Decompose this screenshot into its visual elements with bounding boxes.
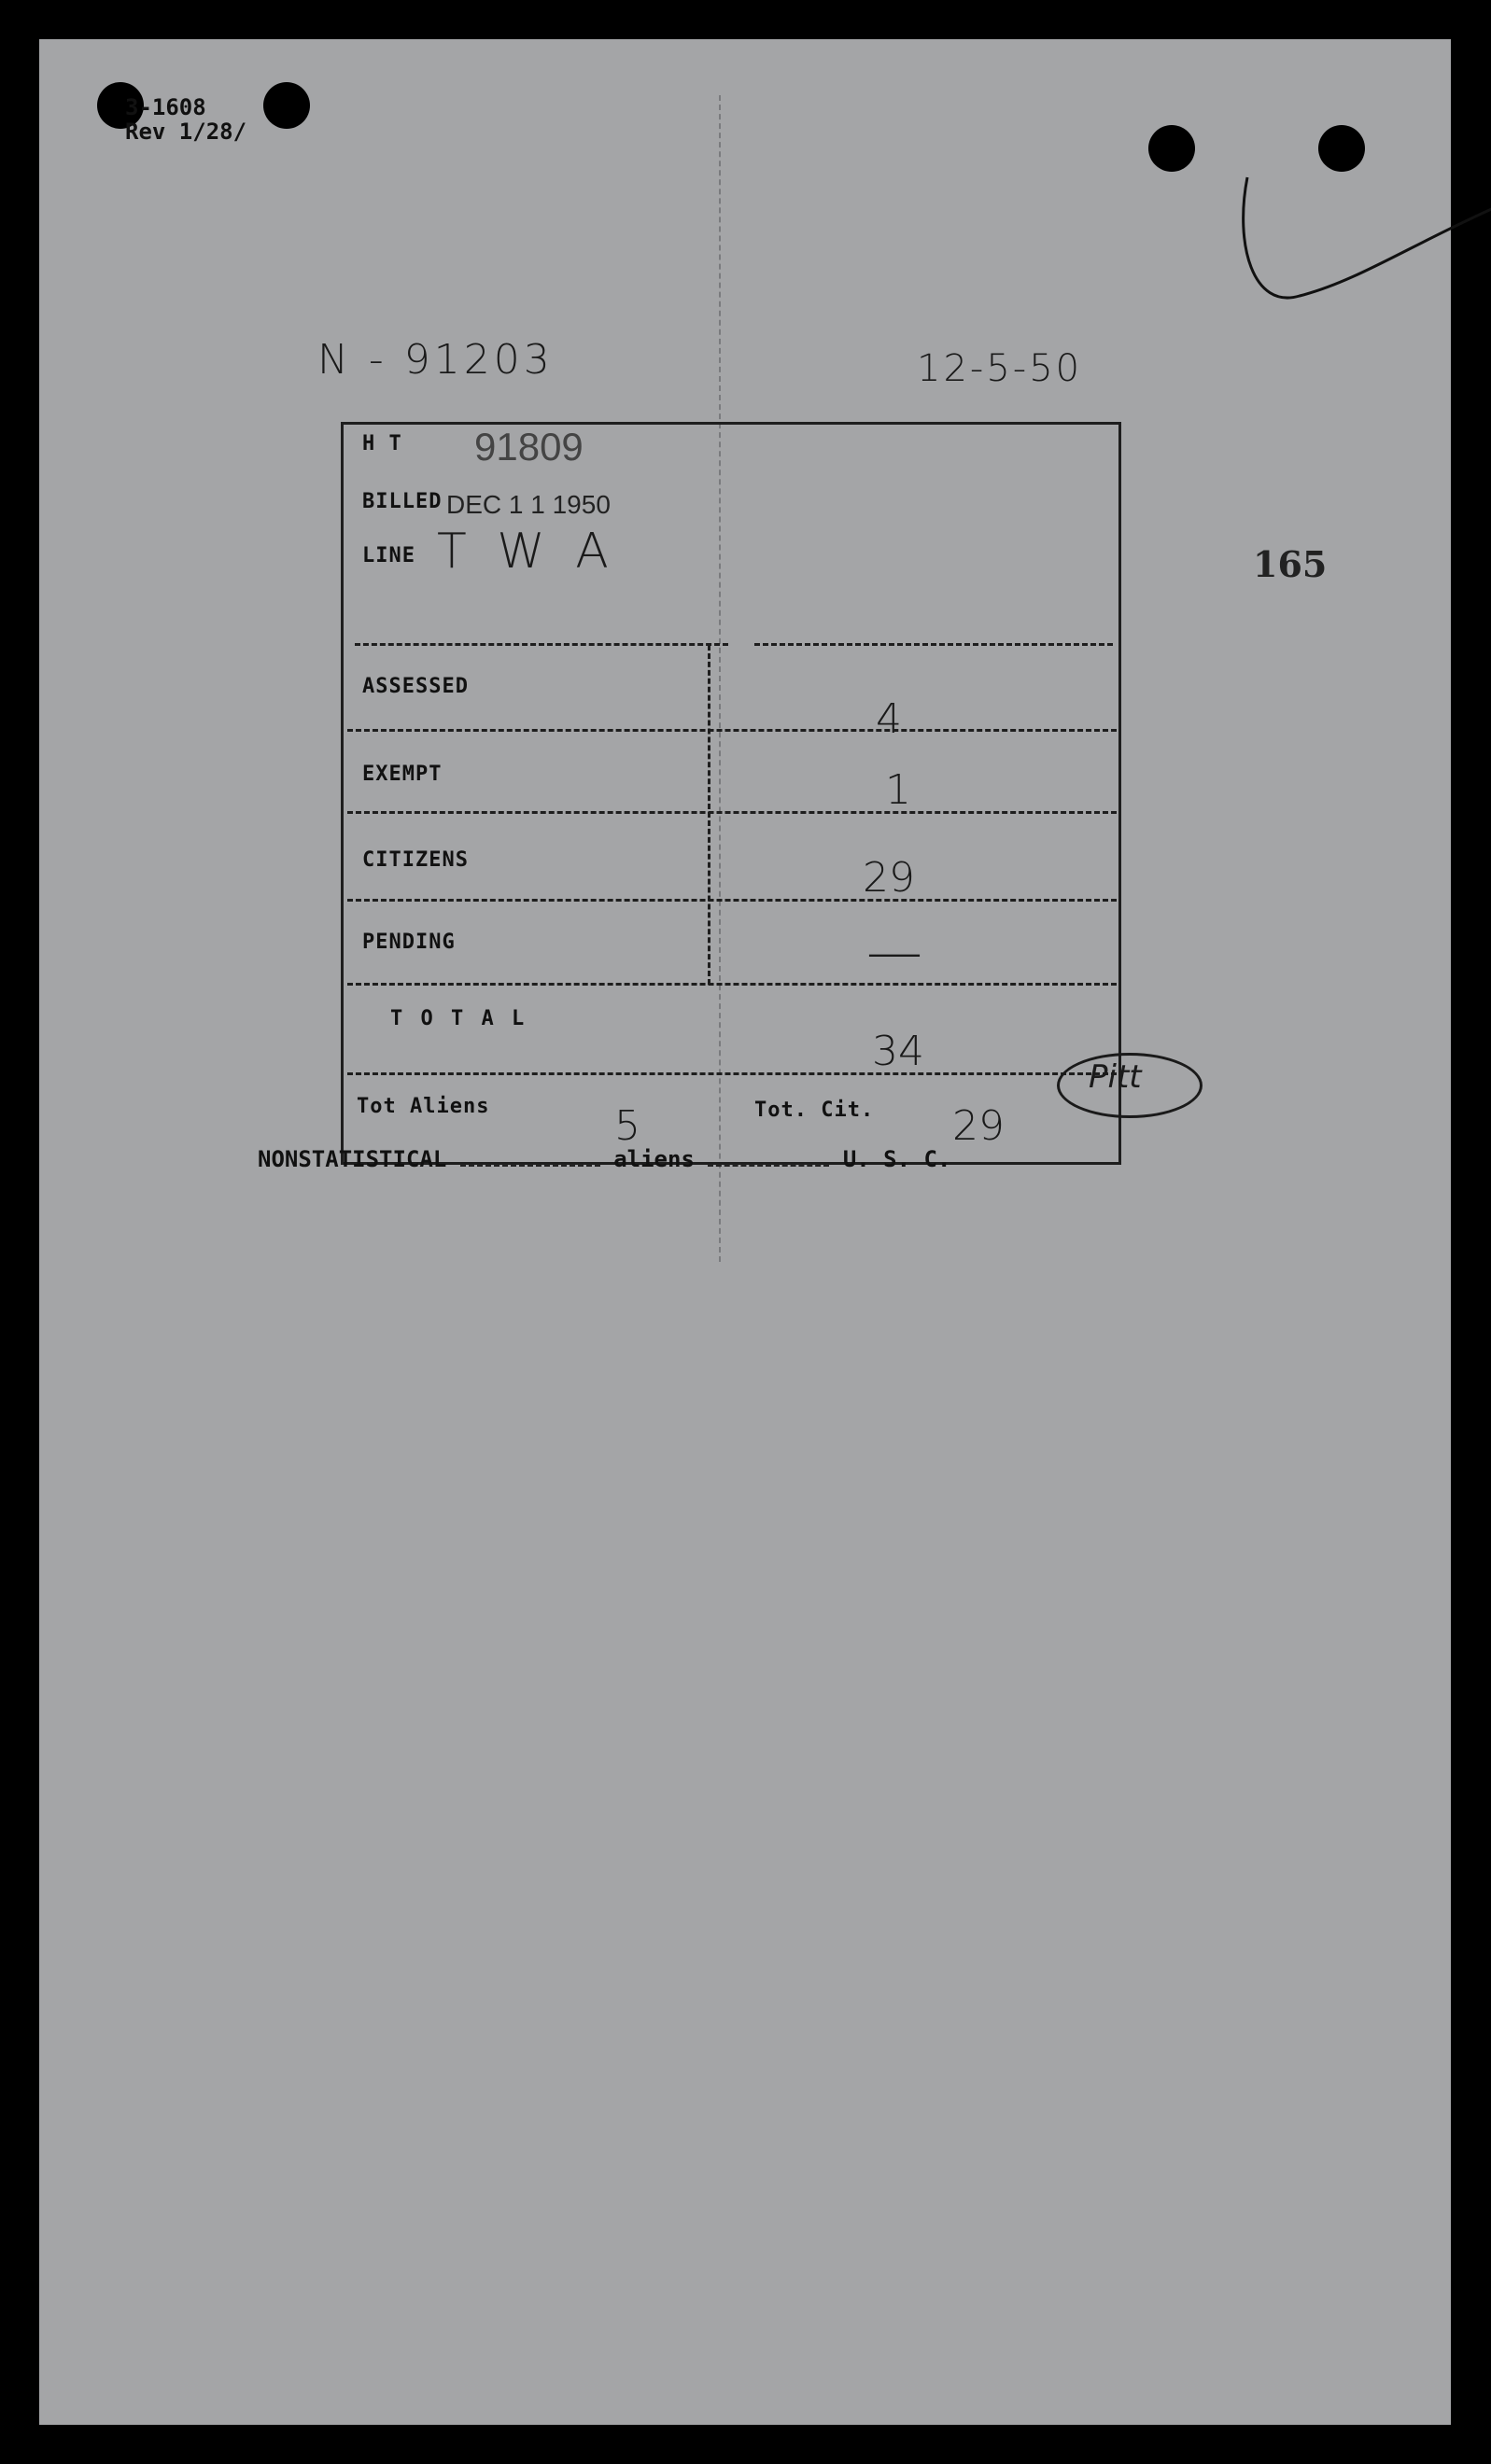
blank-line — [460, 1164, 600, 1167]
punch-hole-right-1 — [1148, 125, 1195, 172]
divider — [355, 643, 728, 646]
punch-hole-left-2 — [263, 82, 310, 129]
line-label: LINE — [362, 544, 415, 567]
nonstatistical-line — [258, 1146, 950, 1172]
row-divider — [347, 983, 1117, 986]
form-number-line1: 3-1608 — [125, 94, 206, 120]
ht-label: H T — [362, 432, 402, 455]
page-number: 165 — [1253, 543, 1328, 585]
blank-line — [708, 1164, 829, 1167]
line-value: T W A — [437, 524, 616, 580]
total-label: T O T A L — [390, 1007, 527, 1030]
document-sheet — [39, 39, 1451, 2425]
total-value: 34 — [872, 1028, 924, 1075]
header-date: 12-5-50 — [917, 347, 1083, 390]
row-divider — [347, 729, 1117, 732]
row-divider — [347, 899, 1117, 902]
initials: Pitt — [1089, 1058, 1142, 1096]
count-label-exempt: EXEMPT — [362, 763, 443, 786]
count-label-citizens: CITIZENS — [362, 848, 469, 872]
count-value-citizens: 29 — [863, 854, 915, 902]
billed-date-stamp: DEC 1 1 1950 — [446, 490, 611, 519]
count-label-pending: PENDING — [362, 931, 456, 954]
aliens-label: aliens — [613, 1146, 695, 1172]
count-value-exempt: 1 — [885, 766, 911, 814]
billed-label: BILLED — [362, 490, 443, 513]
record-box — [341, 422, 1121, 1165]
nonstatistical-label: NONSTATISTICAL — [258, 1146, 447, 1172]
ht-value: 91809 — [474, 425, 584, 469]
total-aliens-value: 5 — [614, 1102, 640, 1150]
row-divider — [347, 811, 1117, 814]
usc-label: U. S. C. — [842, 1146, 951, 1172]
total-citizens-label: Tot. Cit. — [754, 1099, 875, 1122]
count-label-assessed: ASSESSED — [362, 675, 469, 698]
divider — [754, 643, 1113, 646]
column-divider — [708, 645, 710, 985]
count-value-assessed: 4 — [876, 695, 902, 743]
form-number-line2: Rev 1/28/ — [125, 119, 247, 145]
total-citizens-value: 29 — [952, 1102, 1005, 1150]
row-divider — [347, 1072, 1117, 1075]
pencil-stroke — [1197, 133, 1491, 347]
count-value-pending: — — [866, 919, 922, 985]
file-number: N - 91203 — [317, 336, 554, 384]
form-number — [125, 95, 246, 144]
total-aliens-label: Tot Aliens — [357, 1095, 490, 1118]
